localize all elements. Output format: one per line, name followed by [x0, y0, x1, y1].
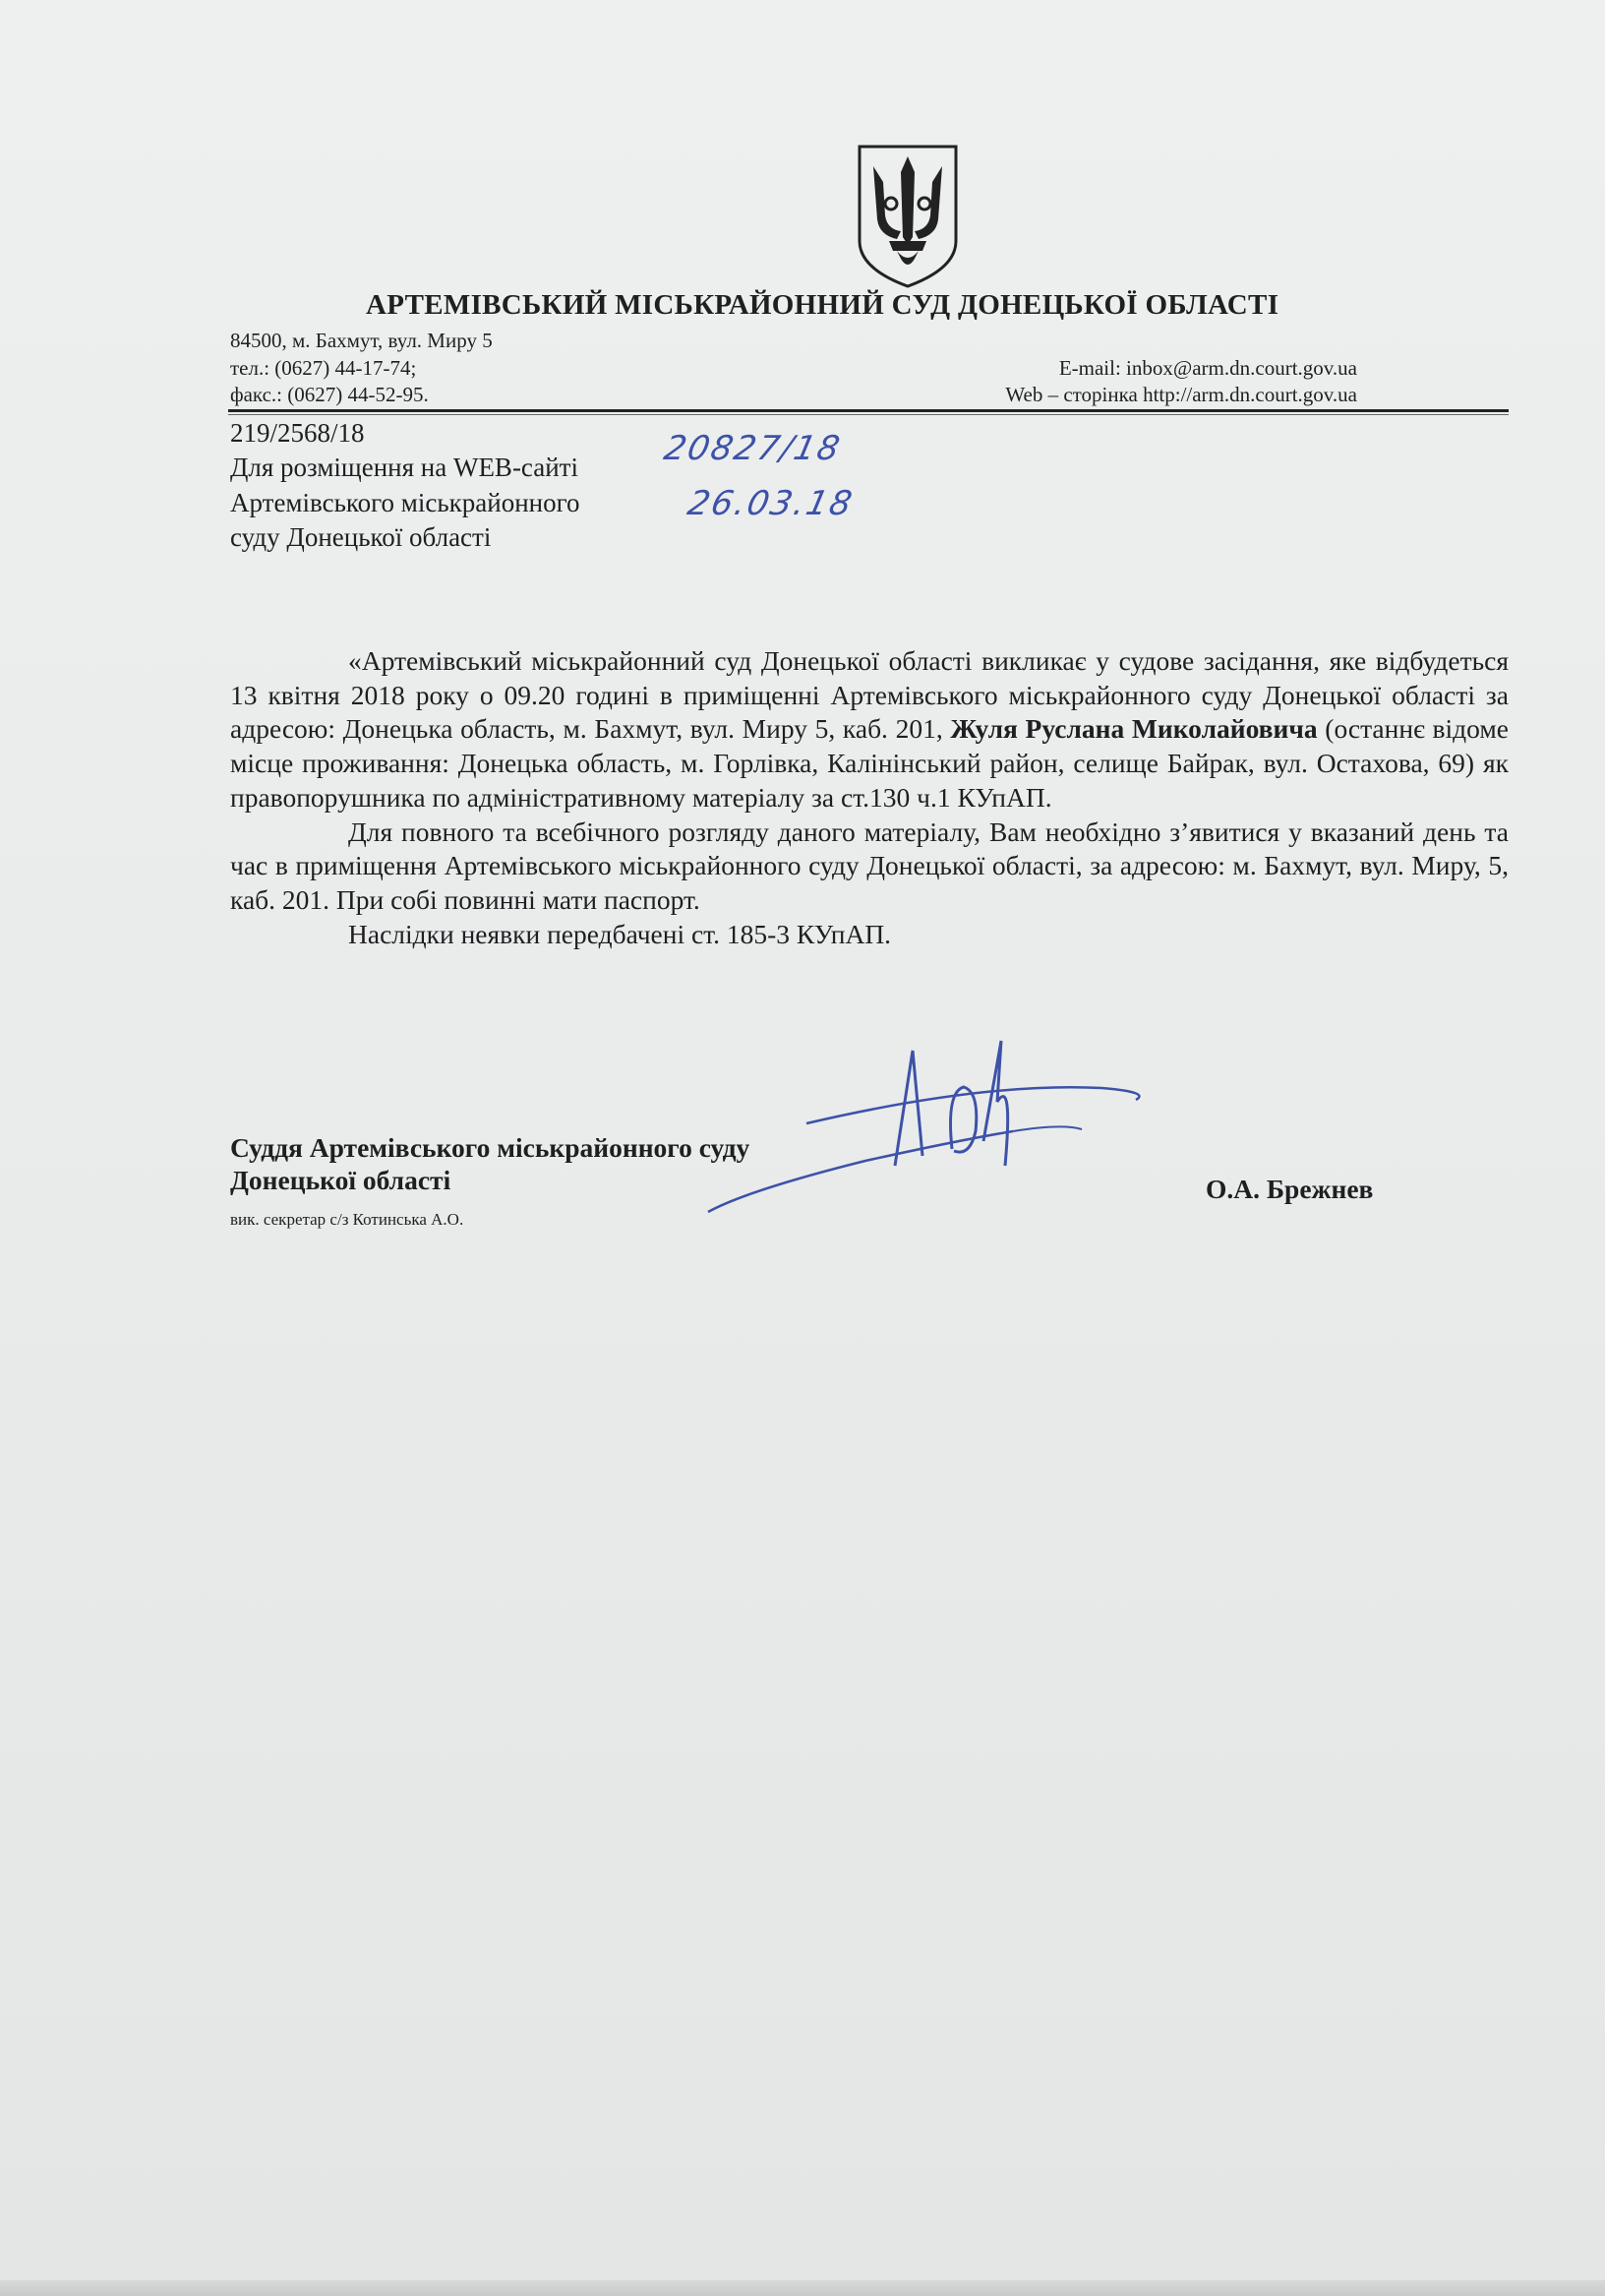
coat-of-arms-icon — [854, 143, 962, 290]
case-number: 219/2568/18 — [230, 418, 365, 448]
defendant-name: Жуля Руслана Миколайовича — [950, 713, 1318, 745]
court-website: Web – сторінка http://arm.dn.court.gov.ua — [1005, 383, 1357, 406]
summons-text — [230, 644, 1509, 951]
header-divider — [228, 409, 1509, 412]
handwritten-signature — [688, 1033, 1160, 1230]
court-email: E-mail: inbox@arm.dn.court.gov.ua — [1058, 356, 1357, 380]
judge-name: О.А. Брежнев — [1206, 1174, 1374, 1204]
court-address: 84500, м. Бахмут, вул. Миру 5 — [230, 329, 493, 352]
addressee-line-3: суду Донецької області — [230, 522, 492, 552]
handwritten-registration-number: 20827/18 — [660, 429, 846, 468]
court-fax: факс.: (0627) 44-52-95. — [230, 383, 429, 406]
handwritten-registration-date: 26.03.18 — [684, 484, 858, 523]
court-name-heading: АРТЕМІВСЬКИЙ МІСЬКРАЙОННИЙ СУД ДОНЕЦЬКОЇ ОБЛАСТІ — [366, 289, 1279, 321]
summons-paragraph-3: Наслідки неявки передбачені ст. 185-3 КУпАП. — [348, 918, 892, 949]
addressee-line-2: Артемівського міськрайонного — [230, 488, 580, 517]
court-phone: тел.: (0627) 44-17-74; — [230, 356, 417, 380]
header-divider-thin — [228, 414, 1509, 415]
judge-title: Суддя Артемівського міськрайонного суду Донецької області — [230, 1132, 750, 1195]
scan-edge — [0, 2280, 1605, 2296]
summons-paragraph-1: «Артемівський міськрайонний суд Донецької області викликає у судове засідання, яке відбудеться 13 квітня 2018 року о 09.20 годині в приміщенні Артемівського міськрайонного суду Донецької області за адресою: Донецька область, м. Бахмут, вул. Миру 5, каб. 201, Жуля Руслана Миколайовича (останнє відоме місце проживання: Донецька область, м. Горлівка, Калінінський район, селище Байрак, вул. Остахова, 69) як правопорушника по адміністративному матеріалу за ст.130 ч.1 КУпАП. — [230, 645, 1509, 813]
addressee-line-1: Для розміщення на WEB-сайті — [230, 453, 578, 482]
summons-paragraph-2: Для повного та всебічного розгляду даного матеріалу, Вам необхідно з’явитися у вказаний день та час в приміщення Артемівського міськрайонного суду Донецької області, за адресою: м. Бахмут, вул. Миру, 5, каб. 201. При собі повинні мати паспорт. — [230, 816, 1509, 915]
secretary-note: вик. секретар с/з Котинська А.О. — [230, 1210, 464, 1229]
